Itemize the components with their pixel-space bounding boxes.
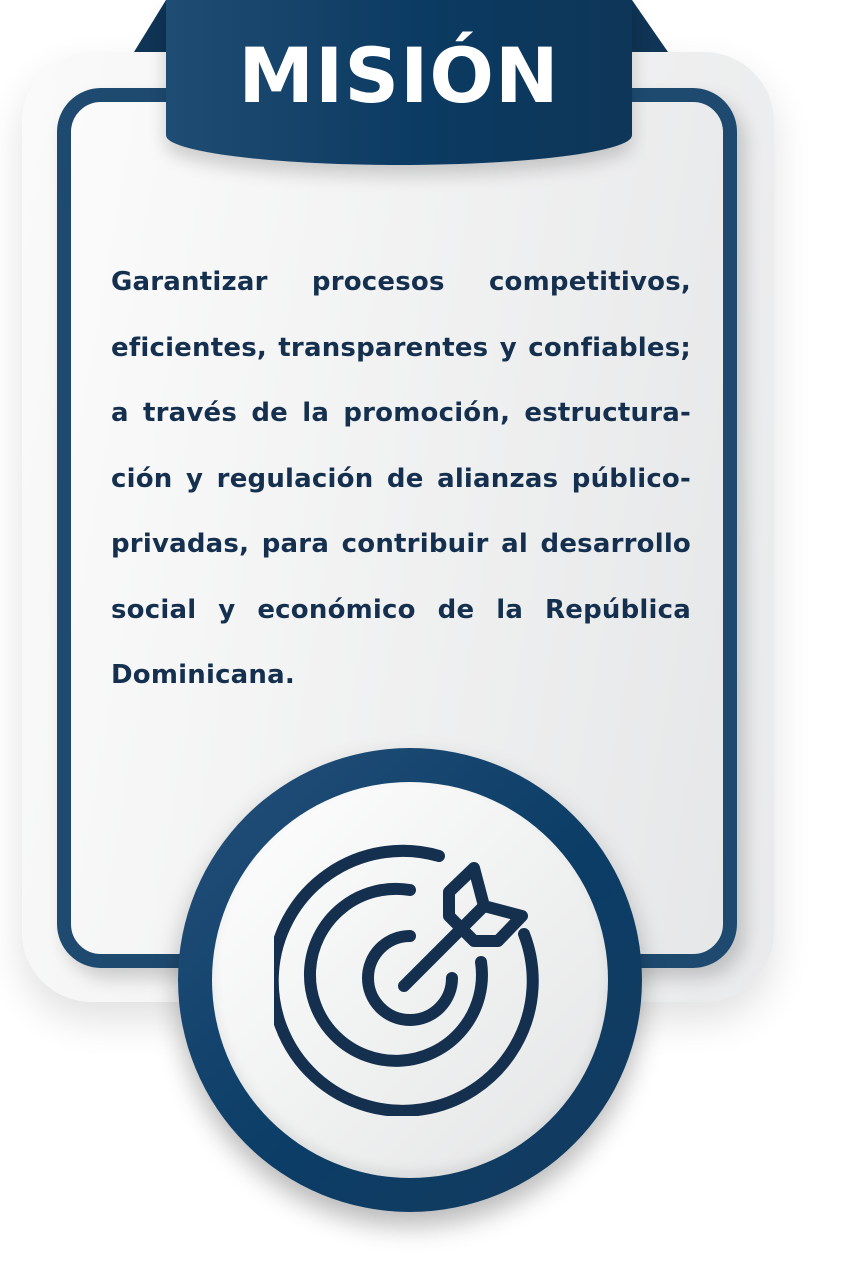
- target-arrow-icon: [274, 844, 546, 1116]
- page-title: MISIÓN: [238, 31, 560, 120]
- mission-statement: Garantizar procesos competitivos, eficientes, transparentes y confiables; a través de la promoción, estructura-ción y regulación de alianzas público-privadas, para contribuir al desarrollo social y económico de la República Dominicana.: [111, 267, 691, 690]
- ribbon-fold-left: [134, 0, 166, 52]
- target-badge-face: [212, 782, 608, 1178]
- title-ribbon: [166, 0, 632, 165]
- target-badge: [178, 748, 642, 1212]
- ribbon-fold-right: [632, 0, 668, 52]
